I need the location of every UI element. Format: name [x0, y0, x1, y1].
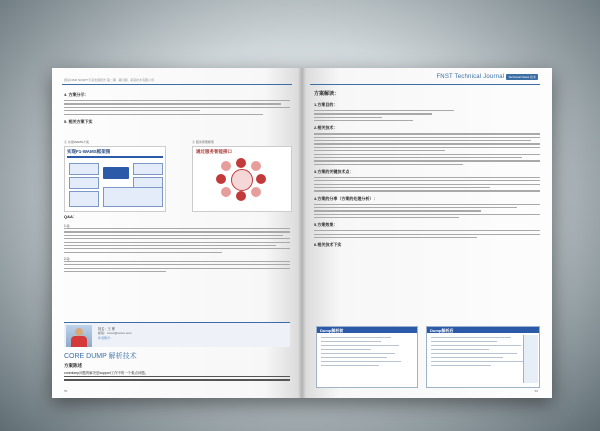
left-running-header: 国家FIND NCSPT专家发展报告 第二期 · 第四期 · 某某技术有限公司 [64, 78, 155, 82]
s5-title: 5.方案效果： [314, 222, 338, 228]
fig2-node [221, 187, 231, 197]
left-page-number: 55 [64, 389, 68, 393]
right-header-rule [310, 84, 540, 85]
right-running-header [436, 74, 538, 80]
fig2-node [236, 191, 246, 201]
fig2-title: 通过服务智能接口 [196, 149, 232, 154]
fig2-hub [231, 169, 253, 191]
right-body [314, 100, 540, 250]
left-header-rule [62, 84, 292, 85]
fig2-node [221, 161, 231, 171]
qa-label: Q&A： [64, 214, 77, 219]
fig2-node [251, 161, 261, 171]
author-name: 姓名：王 博 [98, 327, 115, 331]
right-page [302, 68, 552, 398]
fig1-title-bar [67, 156, 163, 158]
fig1-box [103, 187, 163, 207]
fig1-box [69, 163, 99, 175]
plan-statement-title: 方案陈述 [64, 363, 82, 368]
figure-service-interface [192, 146, 292, 212]
shot2-title: Dump解析后 [430, 327, 454, 333]
screenshot-before-dump-analysis [316, 326, 418, 388]
fig1-box [133, 163, 163, 175]
scroll-panel [523, 335, 538, 383]
book-gutter [298, 68, 306, 398]
fig1-box [69, 177, 99, 189]
s4-title: 4.方案的分享（方案的处理分析）： [314, 195, 378, 201]
author-email: 邮箱：xxxxx@xxxxx.com [98, 331, 132, 335]
author-box [64, 322, 290, 347]
screenshot-after-dump-analysis [426, 326, 540, 388]
journal-badge: Technical News 技术 [508, 75, 536, 79]
journal-title: FNST Technical Journal [436, 74, 505, 80]
s6-title: 6.相关技术下实 [314, 242, 342, 248]
section4-title: 4. 方案分示： [64, 92, 89, 97]
coredump-section-title: CORE DUMP 解析技术 [64, 353, 137, 360]
fig2-node [216, 174, 226, 184]
section5-title: 5. 相关方案下实 [64, 118, 93, 124]
fig2-node [256, 174, 266, 184]
author-photo [66, 325, 92, 347]
fig1-box [69, 191, 99, 207]
fig2-caption: ② 服务管理框架 [192, 140, 214, 144]
left-page [52, 68, 302, 398]
q2-label: 2.Q: [64, 256, 71, 261]
magazine-spread [52, 68, 552, 398]
s1-title: 1.方案目的： [314, 102, 338, 107]
fig2-node [236, 158, 246, 168]
right-page-number: 56 [534, 389, 538, 393]
fig1-title: 实现F1-WAMS框架图 [67, 149, 111, 154]
fig1-caption: ① 实现WAMS方案 [64, 140, 90, 144]
section4-block [64, 90, 290, 127]
shot1-title: Dump解析前 [320, 327, 344, 333]
author-bio-label: 作者简介： [98, 336, 114, 340]
figure-wams-framework [64, 146, 166, 212]
s3-title: 3.方案的关键技术点： [314, 168, 354, 174]
s2-title: 2.相关技术： [314, 125, 338, 131]
coredump-intro: coredump问题的解决是support工作中的一个难点问题。 [64, 371, 290, 383]
plan-interpretation-title: 方案解读： [314, 91, 340, 97]
fig2-node [251, 187, 261, 197]
q1-label: 1.Q: [64, 224, 71, 228]
qa-block [64, 224, 290, 274]
fig1-center-node [103, 167, 129, 179]
